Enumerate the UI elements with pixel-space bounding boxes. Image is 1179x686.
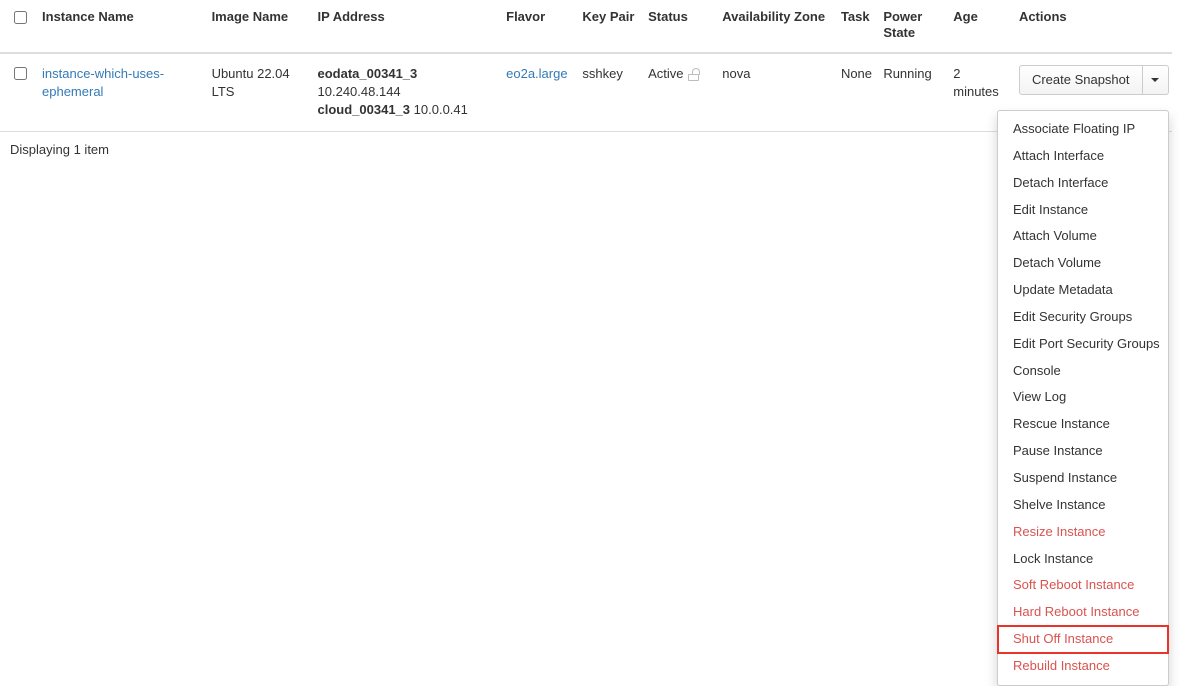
dropdown-item-suspend-instance[interactable]: Suspend Instance xyxy=(1013,469,1118,485)
table-header-row xyxy=(0,0,1172,53)
cell-image-name: Ubuntu 22.04 LTS xyxy=(206,53,312,132)
cell-instance-name xyxy=(36,53,206,132)
column-header-task[interactable]: Task xyxy=(835,0,877,53)
flavor-link[interactable]: eo2a.large xyxy=(506,65,568,81)
ip-address-line xyxy=(318,83,495,101)
select-all-checkbox[interactable] xyxy=(14,11,27,24)
actions-split-button xyxy=(1019,65,1169,96)
column-header-availability-zone[interactable]: Availability Zone xyxy=(716,0,835,53)
dropdown-item-detach-interface[interactable]: Detach Interface xyxy=(1013,174,1109,190)
ip-network-line xyxy=(318,65,495,83)
column-header-key-pair[interactable]: Key Pair xyxy=(576,0,642,53)
column-header-power-state[interactable]: Power State xyxy=(877,0,947,53)
dropdown-item-attach-volume[interactable]: Attach Volume xyxy=(1013,228,1097,244)
cell-key-pair: sshkey xyxy=(576,53,642,132)
cell-ip-address xyxy=(312,53,501,132)
dropdown-item-shelve-instance[interactable]: Shelve Instance xyxy=(1013,496,1106,512)
dropdown-item-pause-instance[interactable]: Pause Instance xyxy=(1013,443,1103,459)
chevron-down-icon xyxy=(1151,78,1159,82)
dropdown-item-edit-instance[interactable]: Edit Instance xyxy=(1013,201,1089,217)
dropdown-item-attach-interface[interactable]: Attach Interface xyxy=(1013,147,1105,163)
column-header-actions: Actions xyxy=(1013,0,1172,53)
cell-flavor xyxy=(500,53,576,132)
cell-task: None xyxy=(835,53,877,132)
column-header-ip-address[interactable]: IP Address xyxy=(312,0,501,53)
cell-availability-zone: nova xyxy=(716,53,835,132)
row-checkbox[interactable] xyxy=(14,67,27,80)
dropdown-item-shut-off-instance[interactable]: Shut Off Instance xyxy=(998,626,1168,653)
network-name: eodata_00341_3 xyxy=(317,65,418,81)
table-header xyxy=(0,0,1172,53)
dropdown-item-update-metadata[interactable]: Update Metadata xyxy=(1013,282,1113,298)
column-header-select-all xyxy=(0,0,36,53)
column-header-flavor[interactable]: Flavor xyxy=(500,0,576,53)
dropdown-item-console[interactable]: Console xyxy=(1013,362,1061,378)
ip-network-line xyxy=(318,101,495,119)
column-header-status[interactable]: Status xyxy=(642,0,716,53)
dropdown-item-soft-reboot-instance[interactable]: Soft Reboot Instance xyxy=(1013,577,1135,593)
dropdown-item-detach-volume[interactable]: Detach Volume xyxy=(1013,255,1102,271)
column-header-age[interactable]: Age xyxy=(947,0,1013,53)
ip-address-value: 10.240.48.144 xyxy=(317,83,401,99)
row-select-cell xyxy=(0,53,36,132)
dropdown-item-associate-floating-ip[interactable]: Associate Floating IP xyxy=(1013,121,1136,136)
actions-dropdown-menu xyxy=(997,110,1169,686)
status-text: Active xyxy=(648,65,684,81)
dropdown-item-rebuild-instance[interactable]: Rebuild Instance xyxy=(1013,657,1110,673)
cell-age: 2 minutes xyxy=(947,53,1013,132)
dropdown-item-view-log[interactable]: View Log xyxy=(1013,389,1067,405)
cell-status xyxy=(642,53,716,132)
column-header-image-name[interactable]: Image Name xyxy=(206,0,312,53)
actions-dropdown-toggle[interactable] xyxy=(1143,65,1169,96)
column-header-instance-name[interactable]: Instance Name xyxy=(36,0,206,53)
unlocked-padlock-icon xyxy=(687,68,700,81)
instance-name-link[interactable]: instance-which-uses-ephemeral xyxy=(42,65,165,99)
dropdown-item-rescue-instance[interactable]: Rescue Instance xyxy=(1013,416,1110,432)
network-name: cloud_00341_3 xyxy=(317,101,411,117)
ip-address-value: 10.0.0.41 xyxy=(413,101,468,117)
dropdown-item-resize-instance[interactable]: Resize Instance xyxy=(1013,523,1106,539)
dropdown-item-hard-reboot-instance[interactable]: Hard Reboot Instance xyxy=(1013,604,1140,620)
create-snapshot-button[interactable]: Create Snapshot xyxy=(1019,65,1143,96)
displaying-count-label: Displaying 1 item xyxy=(10,142,109,158)
dropdown-item-edit-port-security-groups[interactable]: Edit Port Security Groups xyxy=(1013,335,1160,351)
dropdown-item-edit-security-groups[interactable]: Edit Security Groups xyxy=(1013,308,1133,324)
dropdown-item-lock-instance[interactable]: Lock Instance xyxy=(1013,550,1094,566)
cell-power-state: Running xyxy=(877,53,947,132)
